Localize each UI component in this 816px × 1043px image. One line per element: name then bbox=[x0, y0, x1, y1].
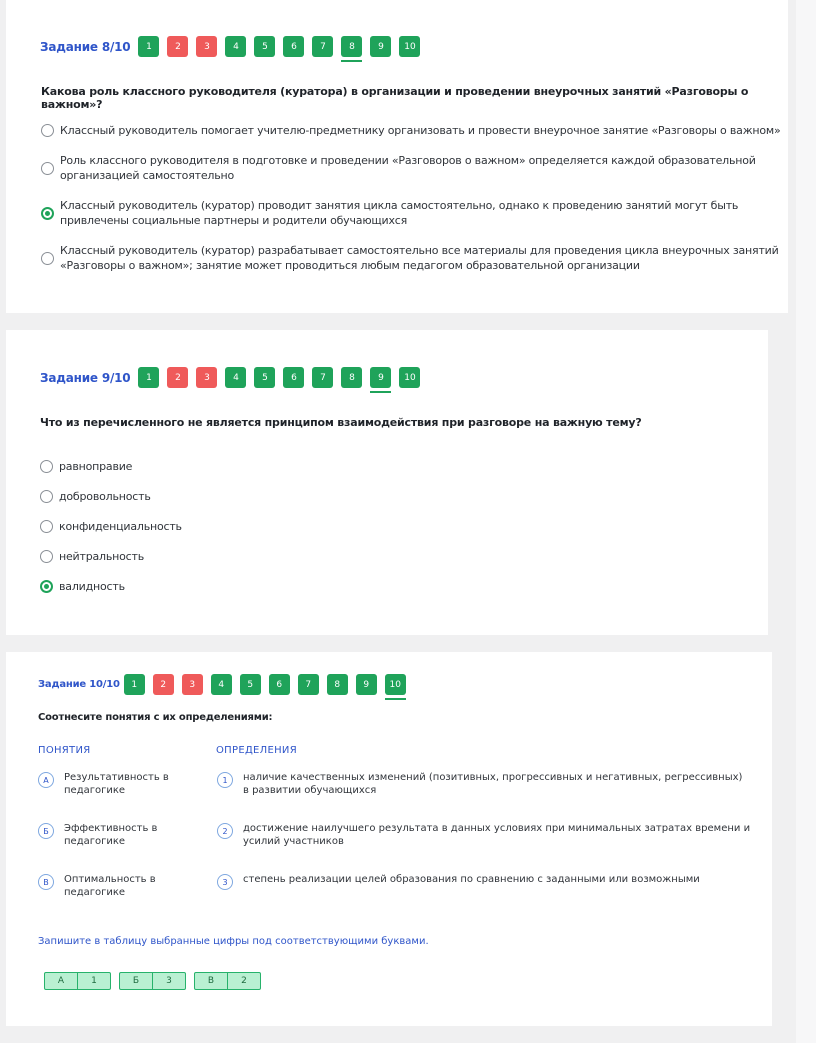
nav-button-7[interactable]: 7 bbox=[312, 36, 333, 57]
concept-text-line-1: Оптимальность в bbox=[64, 874, 156, 885]
radio-button-selected[interactable] bbox=[40, 580, 53, 593]
radio-button[interactable] bbox=[41, 124, 54, 137]
concepts-column-header: ПОНЯТИЯ bbox=[38, 745, 91, 756]
nav-button-3[interactable]: 3 bbox=[196, 36, 217, 57]
definition-3 bbox=[243, 873, 763, 886]
task-9-option-1[interactable] bbox=[40, 459, 132, 474]
nav-button-9[interactable]: 9 bbox=[370, 36, 391, 57]
answer-cell-v[interactable] bbox=[194, 972, 261, 990]
task-8-option-1[interactable] bbox=[41, 123, 781, 138]
option-text: конфиденциальность bbox=[59, 520, 182, 533]
nav-button-7[interactable]: 7 bbox=[312, 367, 333, 388]
option-text-line-2: организацией самостоятельно bbox=[60, 169, 235, 182]
task-10-question: Соотнесите понятия с их определениями: bbox=[38, 712, 273, 723]
nav-button-10[interactable]: 10 bbox=[385, 674, 406, 695]
concept-b bbox=[64, 822, 184, 848]
answer-letter: Б bbox=[132, 976, 140, 986]
concept-text-line-1: Эффективность в bbox=[64, 823, 158, 834]
definition-text-line-2: в развитии обучающихся bbox=[243, 785, 377, 796]
nav-button-2[interactable]: 2 bbox=[167, 36, 188, 57]
nav-button-8[interactable]: 8 bbox=[327, 674, 348, 695]
option-text: добровольность bbox=[59, 490, 151, 503]
nav-button-2[interactable]: 2 bbox=[167, 367, 188, 388]
concept-text-line-2: педагогике bbox=[64, 887, 126, 898]
task-9-card bbox=[6, 330, 768, 635]
answer-value-input[interactable]: 3 bbox=[152, 973, 185, 989]
concept-text-line-2: педагогике bbox=[64, 785, 126, 796]
nav-button-6[interactable]: 6 bbox=[283, 367, 304, 388]
nav-button-5[interactable]: 5 bbox=[254, 36, 275, 57]
radio-button[interactable] bbox=[40, 550, 53, 563]
task-9-option-3[interactable] bbox=[40, 519, 182, 534]
concept-text-line-1: Результативность в bbox=[64, 772, 169, 783]
task-10-nav bbox=[124, 674, 406, 695]
option-text-line-2: привлечены социальные партнеры и родители обучающихся bbox=[60, 214, 408, 227]
concept-letter-a: А bbox=[38, 772, 54, 788]
definition-1 bbox=[243, 771, 763, 797]
answer-cell-a[interactable] bbox=[44, 972, 111, 990]
task-8-nav bbox=[138, 36, 420, 57]
task-9-question: Что из перечисленного не является принципом взаимодействия при разговоре на важную тему? bbox=[40, 416, 642, 429]
radio-button[interactable] bbox=[40, 460, 53, 473]
definition-text-line-2: усилий участников bbox=[243, 836, 344, 847]
task-8-option-4[interactable] bbox=[41, 243, 781, 273]
concept-a bbox=[64, 771, 184, 797]
definition-number-1: 1 bbox=[217, 772, 233, 788]
definition-2 bbox=[243, 822, 763, 848]
definition-text-line-1: степень реализации целей образования по сравнению с заданными или возможными bbox=[243, 874, 700, 885]
definition-text-line-1: наличие качественных изменений (позитивных, прогрессивных и негативных, регрессивных) bbox=[243, 772, 743, 783]
answer-cell-b[interactable] bbox=[119, 972, 186, 990]
option-text-line-2: «Разговоры о важном»; занятие может проводиться любым педагогом образовательной организации bbox=[60, 259, 640, 272]
nav-button-8[interactable]: 8 bbox=[341, 36, 362, 57]
task-9-option-5[interactable] bbox=[40, 579, 125, 594]
task-8-card bbox=[6, 0, 788, 313]
task-9-option-4[interactable] bbox=[40, 549, 144, 564]
task-8-question: Какова роль классного руководителя (куратора) в организации и проведении внеурочных занятий «Разговоры о важном»? bbox=[41, 85, 749, 111]
answer-letter: А bbox=[57, 976, 65, 986]
page-scroll-area bbox=[796, 0, 816, 1043]
radio-button-selected[interactable] bbox=[41, 207, 54, 220]
task-9-nav bbox=[138, 367, 420, 388]
nav-button-4[interactable]: 4 bbox=[225, 36, 246, 57]
concept-letter-v: В bbox=[38, 874, 54, 890]
definition-text-line-1: достижение наилучшего результата в данных условиях при минимальных затратах времени и bbox=[243, 823, 751, 834]
task-8-header bbox=[40, 36, 420, 57]
answer-value-input[interactable]: 2 bbox=[227, 973, 260, 989]
nav-button-7[interactable]: 7 bbox=[298, 674, 319, 695]
radio-button[interactable] bbox=[41, 162, 54, 175]
answer-letter: В bbox=[207, 976, 215, 986]
task-8-option-3[interactable] bbox=[41, 198, 781, 228]
nav-button-5[interactable]: 5 bbox=[240, 674, 261, 695]
nav-button-6[interactable]: 6 bbox=[269, 674, 290, 695]
task-10-label: Задание 10/10 bbox=[38, 679, 120, 690]
nav-button-2[interactable]: 2 bbox=[153, 674, 174, 695]
nav-button-1[interactable]: 1 bbox=[138, 367, 159, 388]
task-9-header bbox=[40, 367, 420, 388]
nav-button-4[interactable]: 4 bbox=[211, 674, 232, 695]
option-text-line-1: Классный руководитель (куратор) проводит занятия цикла самостоятельно, однако к проведению занятий могут быть bbox=[60, 199, 739, 212]
nav-button-3[interactable]: 3 bbox=[182, 674, 203, 695]
concept-text-line-2: педагогике bbox=[64, 836, 126, 847]
nav-button-10[interactable]: 10 bbox=[399, 367, 420, 388]
definition-number-3: 3 bbox=[217, 874, 233, 890]
radio-button[interactable] bbox=[41, 252, 54, 265]
nav-button-1[interactable]: 1 bbox=[138, 36, 159, 57]
nav-button-9[interactable]: 9 bbox=[370, 367, 391, 388]
nav-button-3[interactable]: 3 bbox=[196, 367, 217, 388]
option-text-line-1: Классный руководитель (куратор) разрабатывает самостоятельно все материалы для проведения цикла внеурочных занятий bbox=[60, 244, 779, 257]
option-text-line-1: Роль классного руководителя в подготовке и проведении «Разговоров о важном» определяется каждой образовательной bbox=[60, 154, 756, 167]
answer-hint: Запишите в таблицу выбранные цифры под соответствующими буквами. bbox=[38, 936, 429, 947]
task-9-option-2[interactable] bbox=[40, 489, 151, 504]
nav-button-5[interactable]: 5 bbox=[254, 367, 275, 388]
task-8-label: Задание 8/10 bbox=[40, 39, 131, 54]
nav-button-10[interactable]: 10 bbox=[399, 36, 420, 57]
definition-number-2: 2 bbox=[217, 823, 233, 839]
option-text: валидность bbox=[59, 580, 125, 593]
definitions-column-header: ОПРЕДЕЛЕНИЯ bbox=[216, 745, 297, 756]
answer-value-input[interactable]: 1 bbox=[77, 973, 110, 989]
nav-button-9[interactable]: 9 bbox=[356, 674, 377, 695]
radio-button[interactable] bbox=[40, 520, 53, 533]
nav-button-4[interactable]: 4 bbox=[225, 367, 246, 388]
radio-button[interactable] bbox=[40, 490, 53, 503]
option-text: равноправие bbox=[59, 460, 133, 473]
task-10-header bbox=[38, 674, 406, 695]
nav-button-8[interactable]: 8 bbox=[341, 367, 362, 388]
concept-letter-b: Б bbox=[38, 823, 54, 839]
option-text: нейтральность bbox=[59, 550, 145, 563]
nav-button-1[interactable]: 1 bbox=[124, 674, 145, 695]
nav-button-6[interactable]: 6 bbox=[283, 36, 304, 57]
option-text: Классный руководитель помогает учителю-предметнику организовать и провести внеурочное занятие «Разговоры о важном» bbox=[60, 124, 781, 137]
task-8-option-2[interactable] bbox=[41, 153, 781, 183]
task-10-card bbox=[6, 652, 772, 1026]
task-9-label: Задание 9/10 bbox=[40, 370, 131, 385]
concept-v bbox=[64, 873, 184, 899]
